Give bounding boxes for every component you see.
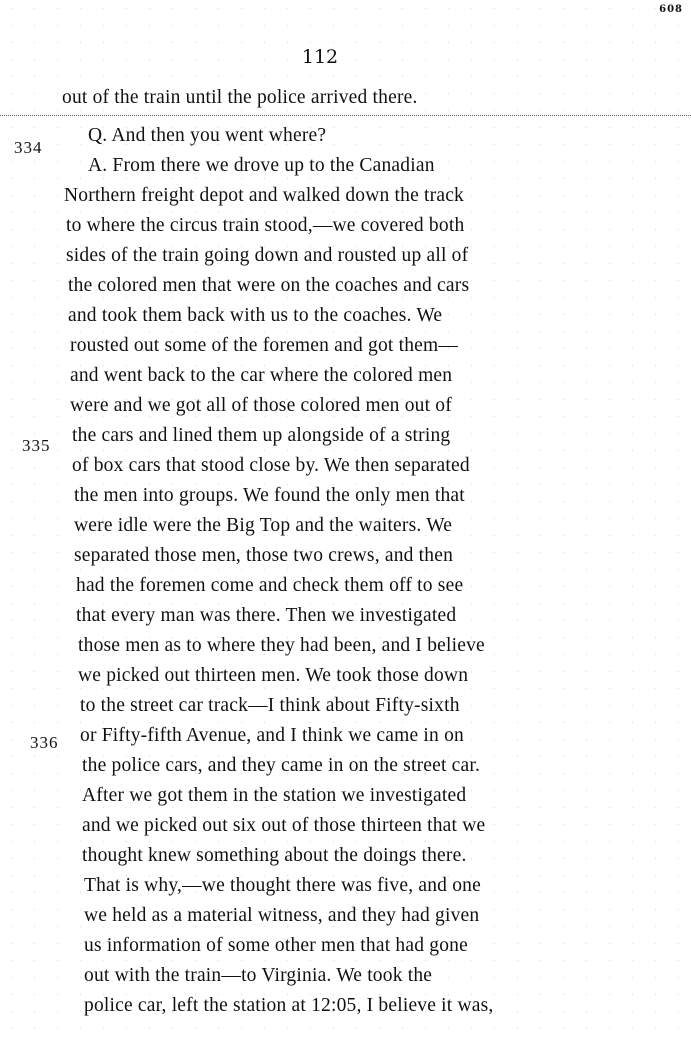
text-line: to the street car track—I think about Fifty-sixth	[80, 695, 460, 716]
text-line: had the foremen come and check them off to see	[76, 575, 464, 596]
text-line: us information of some other men that had gone	[84, 935, 468, 956]
text-line: After we got them in the station we investigated	[82, 785, 467, 806]
text-line: Northern freight depot and walked down the track	[64, 185, 465, 206]
text-line: that every man was there. Then we investigated	[76, 605, 457, 626]
text-line: out with the train—to Virginia. We took the	[84, 965, 433, 986]
text-line: and went back to the car where the colored men	[70, 365, 453, 386]
margin-line-number: 335	[22, 436, 51, 455]
margin-line-number: 334	[14, 138, 43, 157]
text-line: A. From there we drove up to the Canadian	[88, 155, 435, 176]
text-line: out of the train until the police arrived there.	[62, 87, 418, 108]
text-line: the colored men that were on the coaches and cars	[68, 275, 470, 296]
text-line: separated those men, those two crews, and then	[74, 545, 454, 566]
text-line: Q. And then you went where?	[88, 125, 327, 146]
corner-mark: 608	[659, 4, 683, 15]
text-line: the cars and lined them up alongside of a string	[72, 425, 451, 446]
text-line: sides of the train going down and rousted up all of	[66, 245, 469, 266]
text-line: rousted out some of the foremen and got them—	[70, 335, 459, 356]
text-line: we picked out thirteen men. We took those down	[78, 665, 469, 686]
divider	[0, 115, 691, 116]
text-line: the men into groups. We found the only men that	[74, 485, 465, 506]
text-line: of box cars that stood close by. We then separated	[72, 455, 470, 476]
text-line: those men as to where they had been, and I believe	[78, 635, 485, 656]
text-line: That is why,—we thought there was five, and one	[84, 875, 481, 896]
text-line: the police cars, and they came in on the street car.	[82, 755, 481, 776]
text-line: were idle were the Big Top and the waiters. We	[74, 515, 453, 536]
text-line: thought knew something about the doings there.	[82, 845, 467, 866]
text-line: or Fifty-fifth Avenue, and I think we came in on	[80, 725, 464, 746]
text-line: and we picked out six out of those thirteen that we	[82, 815, 486, 836]
margin-line-number: 336	[30, 733, 59, 752]
text-line: were and we got all of those colored men out of	[70, 395, 452, 416]
page-number: 112	[301, 46, 339, 68]
text-line: police car, left the station at 12:05, I believe it was,	[84, 995, 494, 1016]
text-line: we held as a material witness, and they had given	[84, 905, 480, 926]
text-line: to where the circus train stood,—we covered both	[66, 215, 465, 236]
text-line: and took them back with us to the coaches. We	[68, 305, 443, 326]
